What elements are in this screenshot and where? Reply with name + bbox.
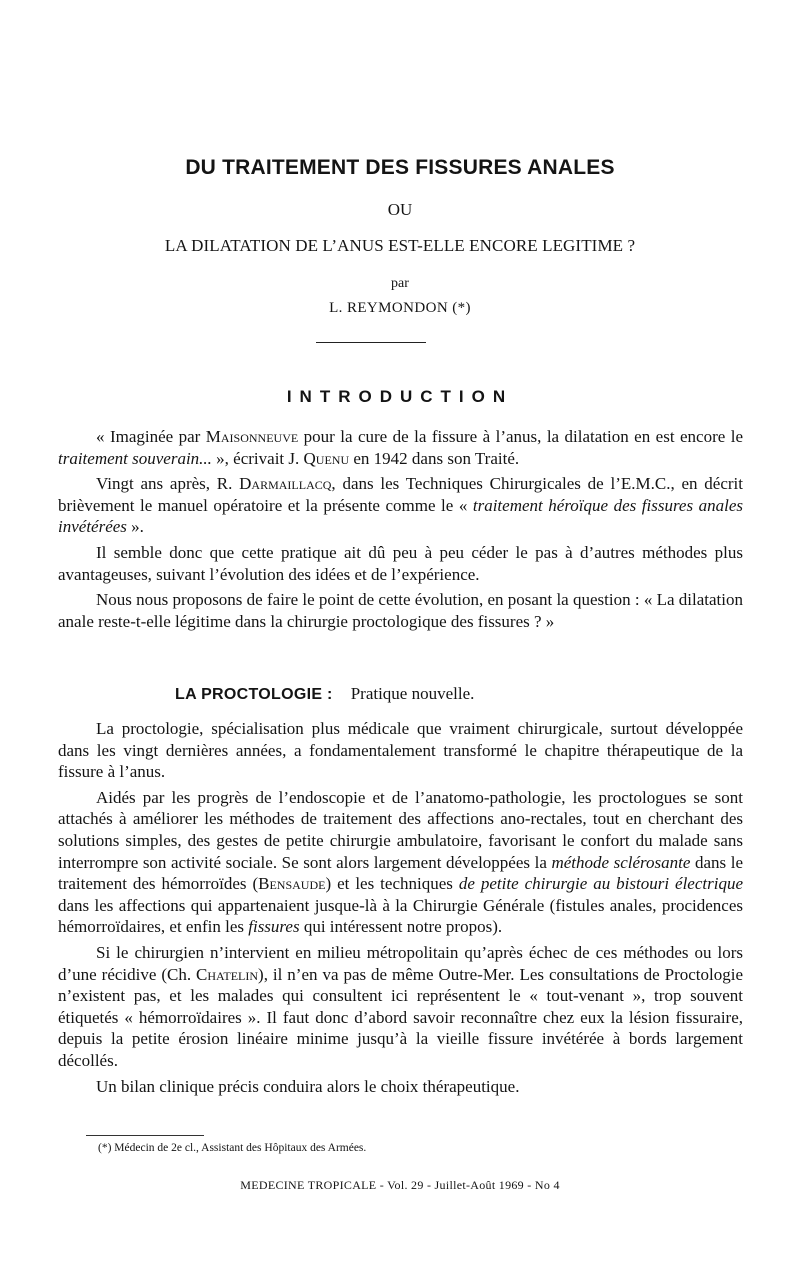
author-ref-bensaude: Bensaude xyxy=(258,874,326,894)
article-subtitle: LA DILATATION DE L’ANUS EST-ELLE ENCORE LEGITIME ? xyxy=(164,236,636,255)
introduction-heading: INTRODUCTION xyxy=(286,387,514,406)
intro-paragraph-4: Nous nous proposons de faire le point de cette évolution, en posant la question : « La dilatation anale reste-t-elle légitime dans la chirurgie proctologique des fissures ? » xyxy=(58,590,743,631)
author-ref-maisonneuve: Maisonneuve xyxy=(205,427,299,446)
journal-citation: MEDECINE TROPICALE - Vol. 29 - Juillet-Août 1969 - No 4 xyxy=(240,1178,560,1192)
title-separator xyxy=(316,342,426,343)
author-ref-quenu: Quenu xyxy=(303,448,350,468)
section-title: LA PROCTOLOGIE : xyxy=(175,686,333,703)
proctologie-paragraph-1: La proctologie, spécialisation plus médicale que vraiment chirurgicale, surtout développée dans les vingt dernières années, a fondamentalement transformé le chapitre thérapeutique de la fissure à l’anus. xyxy=(58,719,743,782)
section-heading xyxy=(175,684,474,704)
intro-paragraph-1: « Imaginée par Maisonneuve pour la cure de la fissure à l’anus, la dilatation en est encore le traitement souverain... », écrivait J. Quenu en 1942 dans son Traité. xyxy=(58,427,743,468)
author-ref-darmaillacq: Darmaillacq xyxy=(239,474,332,494)
author-name: L. REYMONDON (*) xyxy=(329,300,471,316)
article-title: DU TRAITEMENT DES FISSURES ANALES xyxy=(185,156,615,179)
proctologie-paragraph-4: Un bilan clinique précis conduira alors le choix thérapeutique. xyxy=(96,1076,520,1096)
title-conjunction: OU xyxy=(387,200,413,219)
footnote: (*) Médecin de 2e cl., Assistant des Hôpitaux des Armées. xyxy=(98,1142,367,1154)
introduction-body xyxy=(58,426,743,636)
intro-paragraph-3: Il semble donc que cette pratique ait dû peu à peu céder le pas à d’autres méthodes plus avantageuses, suivant l’évolution des idées et de l’expérience. xyxy=(58,542,743,584)
byline-par: par xyxy=(391,276,409,291)
proctologie-body xyxy=(58,718,743,1101)
author-ref-chatelin: Chatelin xyxy=(196,964,259,984)
proctologie-paragraph-2: Aidés par les progrès de l’endoscopie et de l’anatomo-pathologie, les proctologues se sont attachés à améliorer les méthodes de traitement des affections ano-rectales, tout en cherchant des solutions simples, des gestes de petite chirurgie ambulatoire, favorisant le confort du malade sans interrompre son activité sociale. Se sont alors largement développées la méthode sclérosante dans le traitement des hémorroïdes (Bensaude) et les techniques de petite chirurgie au bistouri électrique dans les affections qui appartenaient jusque-là à la Chirurgie Générale (fistules anales, procidences hémorroïdaires, et enfin les fissures qui intéressent notre propos). xyxy=(58,787,744,937)
intro-paragraph-2: Vingt ans après, R. Darmaillacq, dans les Techniques Chirurgicales de l’E.M.C., en décrit brièvement le manuel opératoire et la présente comme le « traitement héroïque des fissures anales invétérées ». xyxy=(58,474,744,537)
footnote-rule xyxy=(86,1135,204,1136)
proctologie-paragraph-3: Si le chirurgien n’intervient en milieu métropolitain qu’après échec de ces méthodes ou lors d’une récidive (Ch. Chatelin), il n’en va pas de même Outre-Mer. Les consultations de Proctologie n’existent pas, et les malades qui consultent ici représentent le « tout-venant », trop souvent étiquetés « hémorroïdaires ». Il faut donc d’abord savoir reconnaître chez eux la lésion fissuraire, depuis la petite érosion linéaire minime jusqu’à la vieille fissure invétérée à bords largement décollés. xyxy=(58,942,743,1070)
section-subtitle: Pratique nouvelle. xyxy=(350,684,475,703)
